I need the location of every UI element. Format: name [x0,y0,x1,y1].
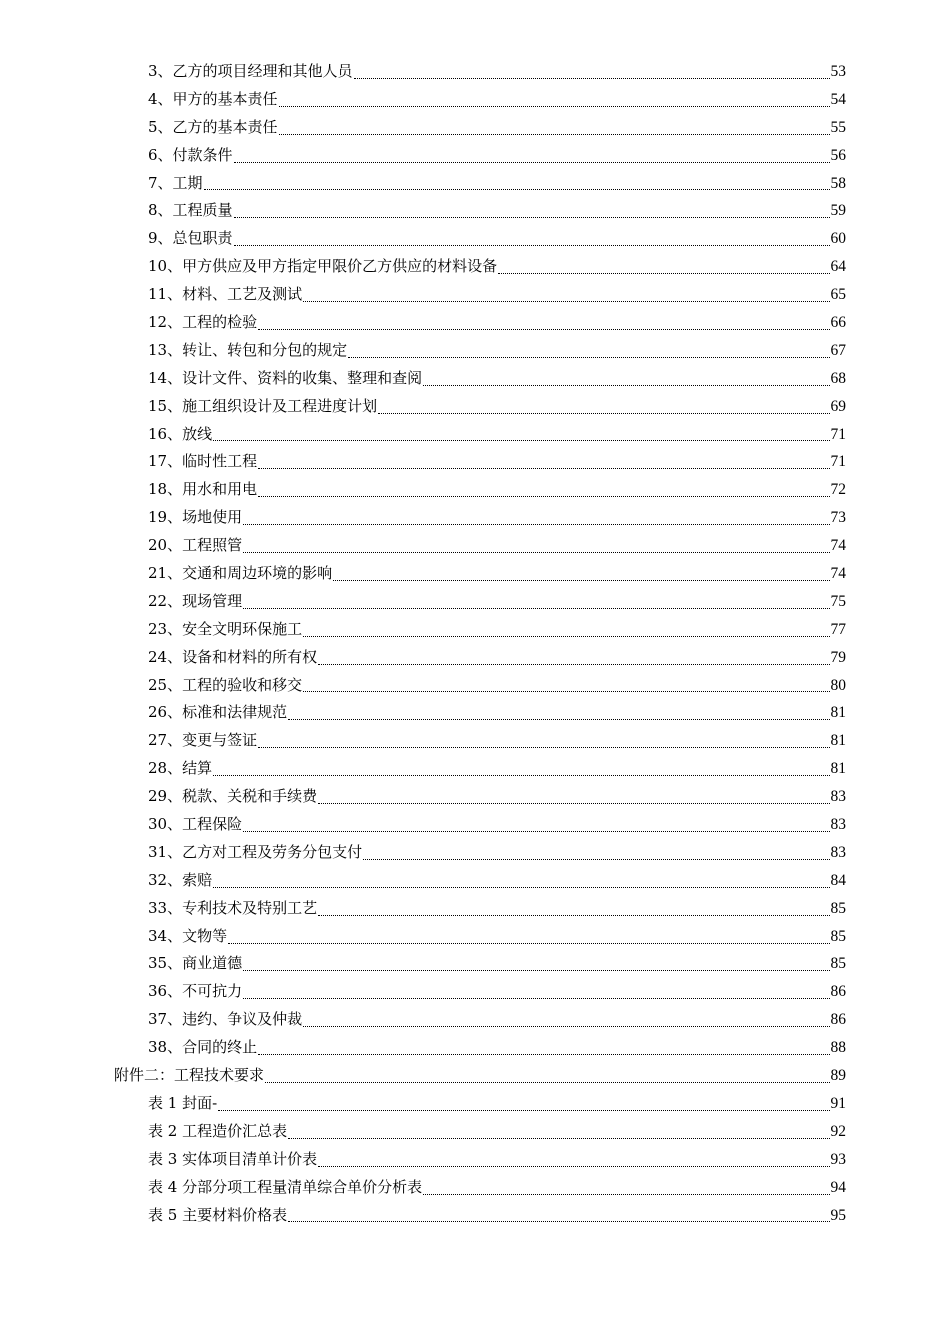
toc-entry[interactable] [0,309,950,337]
toc-entry-page-number: 60 [830,230,846,248]
toc-dot-leader [303,300,829,302]
toc-entry-page-number: 85 [830,955,846,973]
toc-dot-leader [354,77,830,79]
toc-dot-leader [318,1165,829,1167]
toc-entry-title: 13、转让、转包和分包的规定 [148,340,348,359]
toc-dot-leader [243,551,829,553]
toc-entry[interactable] [0,1118,950,1146]
toc-dot-leader [234,216,830,218]
toc-entry[interactable] [0,727,950,755]
toc-entry-title: 35、商业道德 [148,954,243,973]
toc-entry[interactable] [0,504,950,532]
toc-entry-title: 4、甲方的基本责任 [148,89,278,108]
toc-entry[interactable] [0,365,950,393]
toc-entry-page-number: 84 [830,871,846,889]
toc-entry[interactable] [0,197,950,225]
toc-entry[interactable] [0,1090,950,1118]
toc-entry[interactable] [0,86,950,114]
toc-entry-title: 5、乙方的基本责任 [148,117,278,136]
toc-dot-leader [218,1109,829,1111]
toc-entry-title: 3、乙方的项目经理和其他人员 [148,61,353,80]
toc-entry-page-number: 83 [830,788,846,806]
toc-entry-page-number: 83 [830,843,846,861]
toc-entry[interactable] [0,1034,950,1062]
toc-entry[interactable] [0,253,950,281]
toc-dot-leader [213,886,829,888]
toc-dot-leader [258,1053,829,1055]
toc-entry-title: 21、交通和周边环境的影响 [148,564,333,583]
toc-entry-title: 9、总包职责 [148,229,233,248]
toc-entry-title: 27、变更与签证 [148,731,258,750]
toc-entry[interactable] [0,978,950,1006]
toc-entry-title: 6、付款条件 [148,145,233,164]
toc-section-entry[interactable] [0,1062,950,1090]
toc-entry-title: 38、合同的终止 [148,1038,258,1057]
toc-entry-page-number: 56 [830,146,846,164]
toc-entry-title: 20、工程照管 [148,536,243,555]
toc-entry-title: 15、施工组织设计及工程进度计划 [148,396,378,415]
toc-dot-leader [423,1193,829,1195]
toc-dot-leader [279,133,830,135]
toc-entry-page-number: 71 [830,453,846,471]
toc-entry[interactable] [0,699,950,727]
toc-dot-leader [333,579,829,581]
toc-dot-leader [243,830,829,832]
toc-entry-page-number: 74 [830,537,846,555]
toc-dot-leader [243,523,829,525]
toc-entry-page-number: 89 [830,1067,846,1085]
toc-entry-page-number: 59 [830,202,846,220]
toc-entry-page-number: 86 [830,983,846,1001]
toc-entry-page-number: 55 [830,118,846,136]
toc-dot-leader [213,439,829,441]
toc-entry-page-number: 72 [830,481,846,499]
toc-dot-leader [303,1025,829,1027]
toc-entry[interactable] [0,393,950,421]
toc-entry-page-number: 95 [830,1206,846,1224]
toc-dot-leader [288,718,829,720]
toc-entry-page-number: 88 [830,1039,846,1057]
toc-entry[interactable] [0,560,950,588]
toc-entry[interactable] [0,588,950,616]
toc-entry-page-number: 75 [830,592,846,610]
toc-entry-page-number: 69 [830,397,846,415]
toc-entry[interactable] [0,142,950,170]
toc-entry-title: 表 3 实体项目清单计价表 [148,1149,318,1168]
toc-dot-leader [318,914,829,916]
toc-entry-page-number: 74 [830,565,846,583]
toc-entry-page-number: 86 [830,1011,846,1029]
toc-entry-title: 37、违约、争议及仲裁 [148,1010,303,1029]
toc-dot-leader [288,1220,829,1222]
toc-entry-title: 36、不可抗力 [148,982,243,1001]
toc-entry-title: 32、索赔 [148,870,213,889]
toc-entry-title: 表 1 封面- [148,1093,218,1112]
toc-entry-title: 8、工程质量 [148,201,233,220]
toc-dot-leader [243,607,829,609]
toc-entry-page-number: 71 [830,425,846,443]
toc-entry-page-number: 53 [830,62,846,80]
toc-dot-leader [204,188,830,190]
toc-entry[interactable] [0,672,950,700]
table-of-contents [0,58,950,1229]
toc-entry[interactable] [0,337,950,365]
toc-dot-leader [258,495,829,497]
toc-entry-page-number: 92 [830,1122,846,1140]
toc-dot-leader [348,356,829,358]
toc-dot-leader [258,746,829,748]
toc-entry-page-number: 81 [830,760,846,778]
toc-entry-page-number: 80 [830,676,846,694]
toc-entry[interactable] [0,867,950,895]
toc-entry[interactable] [0,281,950,309]
toc-dot-leader [318,802,829,804]
toc-dot-leader [258,328,829,330]
toc-entry-page-number: 64 [830,258,846,276]
toc-entry[interactable] [0,951,950,979]
toc-entry[interactable] [0,1006,950,1034]
toc-entry-title: 26、标准和法律规范 [148,703,288,722]
toc-entry-page-number: 81 [830,704,846,722]
toc-entry-title: 25、工程的验收和移交 [148,675,303,694]
toc-dot-leader [228,942,829,944]
toc-entry-title: 17、临时性工程 [148,452,258,471]
toc-entry[interactable] [0,170,950,198]
toc-entry-title: 33、专利技术及特别工艺 [148,898,318,917]
toc-entry-page-number: 73 [830,509,846,527]
toc-dot-leader [279,105,830,107]
toc-entry-title: 12、工程的检验 [148,313,258,331]
toc-entry-title: 19、场地使用 [148,508,243,527]
toc-entry[interactable] [0,532,950,560]
toc-entry-title: 表 5 主要材料价格表 [148,1205,288,1224]
toc-dot-leader [303,690,829,692]
toc-entry-page-number: 54 [830,90,846,108]
toc-entry-page-number: 66 [830,314,846,331]
toc-entry-page-number: 85 [830,927,846,945]
toc-dot-leader [265,1081,829,1083]
toc-entry-page-number: 94 [830,1178,846,1196]
toc-dot-leader [303,635,829,637]
toc-dot-leader [378,412,829,414]
toc-entry[interactable] [0,839,950,867]
toc-entry-title: 31、乙方对工程及劳务分包支付 [148,842,363,861]
toc-dot-leader [363,858,829,860]
toc-entry[interactable] [0,644,950,672]
toc-entry-title: 24、设备和材料的所有权 [148,647,318,666]
toc-entry[interactable] [0,783,950,811]
toc-entry[interactable] [0,421,950,449]
toc-entry-title: 29、税款、关税和手续费 [148,787,318,806]
toc-entry-page-number: 79 [830,648,846,666]
toc-entry-title: 表 4 分部分项工程量清单综合单价分析表 [148,1177,423,1196]
toc-entry[interactable] [0,1174,950,1202]
toc-entry[interactable] [0,923,950,951]
toc-entry-title: 23、安全文明环保施工 [148,619,303,638]
toc-dot-leader [234,161,830,163]
toc-entry-page-number: 93 [830,1150,846,1168]
toc-entry-title: 7、工期 [148,173,203,192]
toc-entry[interactable] [0,448,950,476]
toc-entry-page-number: 81 [830,732,846,750]
toc-dot-leader [243,997,829,999]
toc-dot-leader [258,467,829,469]
toc-dot-leader [288,1137,829,1139]
toc-entry-title: 22、现场管理 [148,591,243,610]
toc-entry-page-number: 65 [830,286,846,304]
toc-dot-leader [423,384,829,386]
toc-entry-page-number: 83 [830,816,846,834]
toc-entry-page-number: 58 [830,174,846,192]
toc-entry-title: 11、材料、工艺及测试 [148,285,303,304]
toc-entry[interactable] [0,476,950,504]
toc-entry-title: 表 2 工程造价汇总表 [148,1121,288,1140]
toc-entry-page-number: 68 [830,369,846,387]
toc-entry-title: 34、文物等 [148,926,228,945]
toc-entry[interactable] [0,755,950,783]
toc-dot-leader [213,774,829,776]
toc-entry-title: 16、放线 [148,424,213,443]
toc-entry[interactable] [0,811,950,839]
toc-entry-title: 10、甲方供应及甲方指定甲限价乙方供应的材料设备 [148,257,498,276]
toc-entry-title: 附件二：工程技术要求 [114,1066,265,1085]
toc-dot-leader [318,663,829,665]
toc-entry-title: 18、用水和用电 [148,480,258,499]
toc-entry-page-number: 77 [830,620,846,638]
toc-dot-leader [243,969,829,971]
toc-entry-title: 30、工程保险 [148,815,243,834]
toc-entry[interactable] [0,616,950,644]
toc-entry-title: 14、设计文件、资料的收集、整理和查阅 [148,368,423,387]
toc-dot-leader [234,244,830,246]
toc-entry[interactable] [0,1146,950,1174]
toc-entry[interactable] [0,1202,950,1230]
toc-entry-title: 28、结算 [148,759,213,778]
toc-entry-page-number: 85 [830,899,846,917]
toc-dot-leader [498,272,829,274]
toc-entry-page-number: 67 [830,341,846,359]
toc-entry[interactable] [0,58,950,86]
toc-entry-page-number: 91 [830,1094,846,1112]
toc-entry[interactable] [0,225,950,253]
toc-entry[interactable] [0,895,950,923]
toc-entry[interactable] [0,114,950,142]
